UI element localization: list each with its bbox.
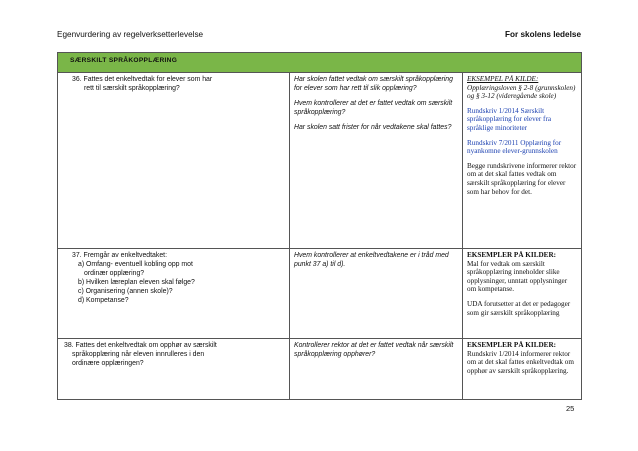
checks-cell bbox=[290, 339, 463, 400]
question-text: c) Organisering (annen skole)? bbox=[78, 288, 173, 295]
question-cell bbox=[58, 339, 290, 400]
question-text: språkopplæring når eleven innrulleres i den bbox=[72, 351, 205, 358]
source-text: UDA forutsetter at det er pedagoger som gir særskilt språkopplæring bbox=[467, 299, 571, 317]
sources-heading: EKSEMPLER PÅ KILDER: bbox=[467, 251, 557, 259]
question-text: 38. Fattes det enkeltvedtak om opphør av særskilt bbox=[64, 342, 217, 349]
table-row bbox=[58, 339, 582, 400]
check-text: Har skolen fattet vedtak om særskilt språkopplæring for elever som har rett til slik opplæring? bbox=[294, 76, 453, 92]
section-title: SÆRSKILT SPRÅKOPPLÆRING bbox=[58, 53, 582, 73]
sources-cell bbox=[463, 339, 582, 400]
source-text: Opplæringsloven § 2-8 (grunnskolen) og § 3-12 (videregående skole) bbox=[467, 83, 576, 101]
self-assessment-table bbox=[57, 52, 582, 400]
source-text: Mal for vedtak om særskilt språkopplæring inneholder slike opplysninger, unntatt opplysninger om kompetanse. bbox=[467, 259, 568, 294]
question-text: 36. Fattes det enkeltvedtak for elever som har bbox=[72, 76, 213, 83]
question-text: ordinær opplæring? bbox=[84, 270, 145, 277]
question-text: ordinære opplæringen? bbox=[72, 360, 144, 367]
sources-cell bbox=[463, 249, 582, 339]
source-link[interactable]: Rundskriv 1/2014 Særskilt språkopplæring for elever fra språklige minoriteter bbox=[467, 106, 552, 132]
question-text: a) Omfang- eventuell kobling opp mot bbox=[78, 261, 193, 268]
page-header bbox=[57, 30, 581, 39]
question-text: rett til særskilt språkopplæring? bbox=[84, 85, 180, 92]
checks-cell bbox=[290, 249, 463, 339]
source-link[interactable]: Rundskriv 7/2011 Opplæring for nyankomne elever-grunnskolen bbox=[467, 138, 562, 156]
source-text: Begge rundskrivene informerer rektor om at det skal fattes vedtak om særskilt språkopplæring for elever som har behov for det. bbox=[467, 161, 577, 196]
page-number: 25 bbox=[566, 404, 575, 413]
check-text: Hvem kontrollerer at det er fattet vedtak om særskilt språkopplæring? bbox=[294, 100, 453, 116]
source-text: Rundskriv 1/2014 informerer rektor om at det skal fattes enkeltvedtak om opphør av særskilt språkopplæring. bbox=[467, 349, 574, 375]
question-text: d) Kompetanse? bbox=[78, 297, 129, 304]
table-row bbox=[58, 73, 582, 249]
sources-heading: EKSEMPEL PÅ KILDE: bbox=[467, 75, 539, 83]
checks-cell bbox=[290, 73, 463, 249]
check-text: Kontrollerer rektor at det er fattet vedtak når særskilt språkopplæring opphører? bbox=[294, 342, 454, 358]
header-right: For skolens ledelse bbox=[505, 30, 581, 39]
question-text: b) Hvilken læreplan eleven skal følge? bbox=[78, 279, 195, 286]
section-title-row bbox=[58, 53, 582, 73]
header-left: Egenvurdering av regelverksetterlevelse bbox=[57, 30, 204, 39]
question-cell bbox=[58, 249, 290, 339]
question-text: 37. Fremgår av enkeltvedtaket: bbox=[72, 252, 167, 259]
check-text: Hvem kontrollerer at enkeltvedtakene er i tråd med punkt 37 a) til d). bbox=[294, 252, 449, 268]
table-row bbox=[58, 249, 582, 339]
sources-cell bbox=[463, 73, 582, 249]
sources-heading: EKSEMPLER PÅ KILDER: bbox=[467, 341, 557, 349]
question-cell bbox=[58, 73, 290, 249]
check-text: Har skolen satt frister for når vedtakene skal fattes? bbox=[294, 124, 452, 131]
